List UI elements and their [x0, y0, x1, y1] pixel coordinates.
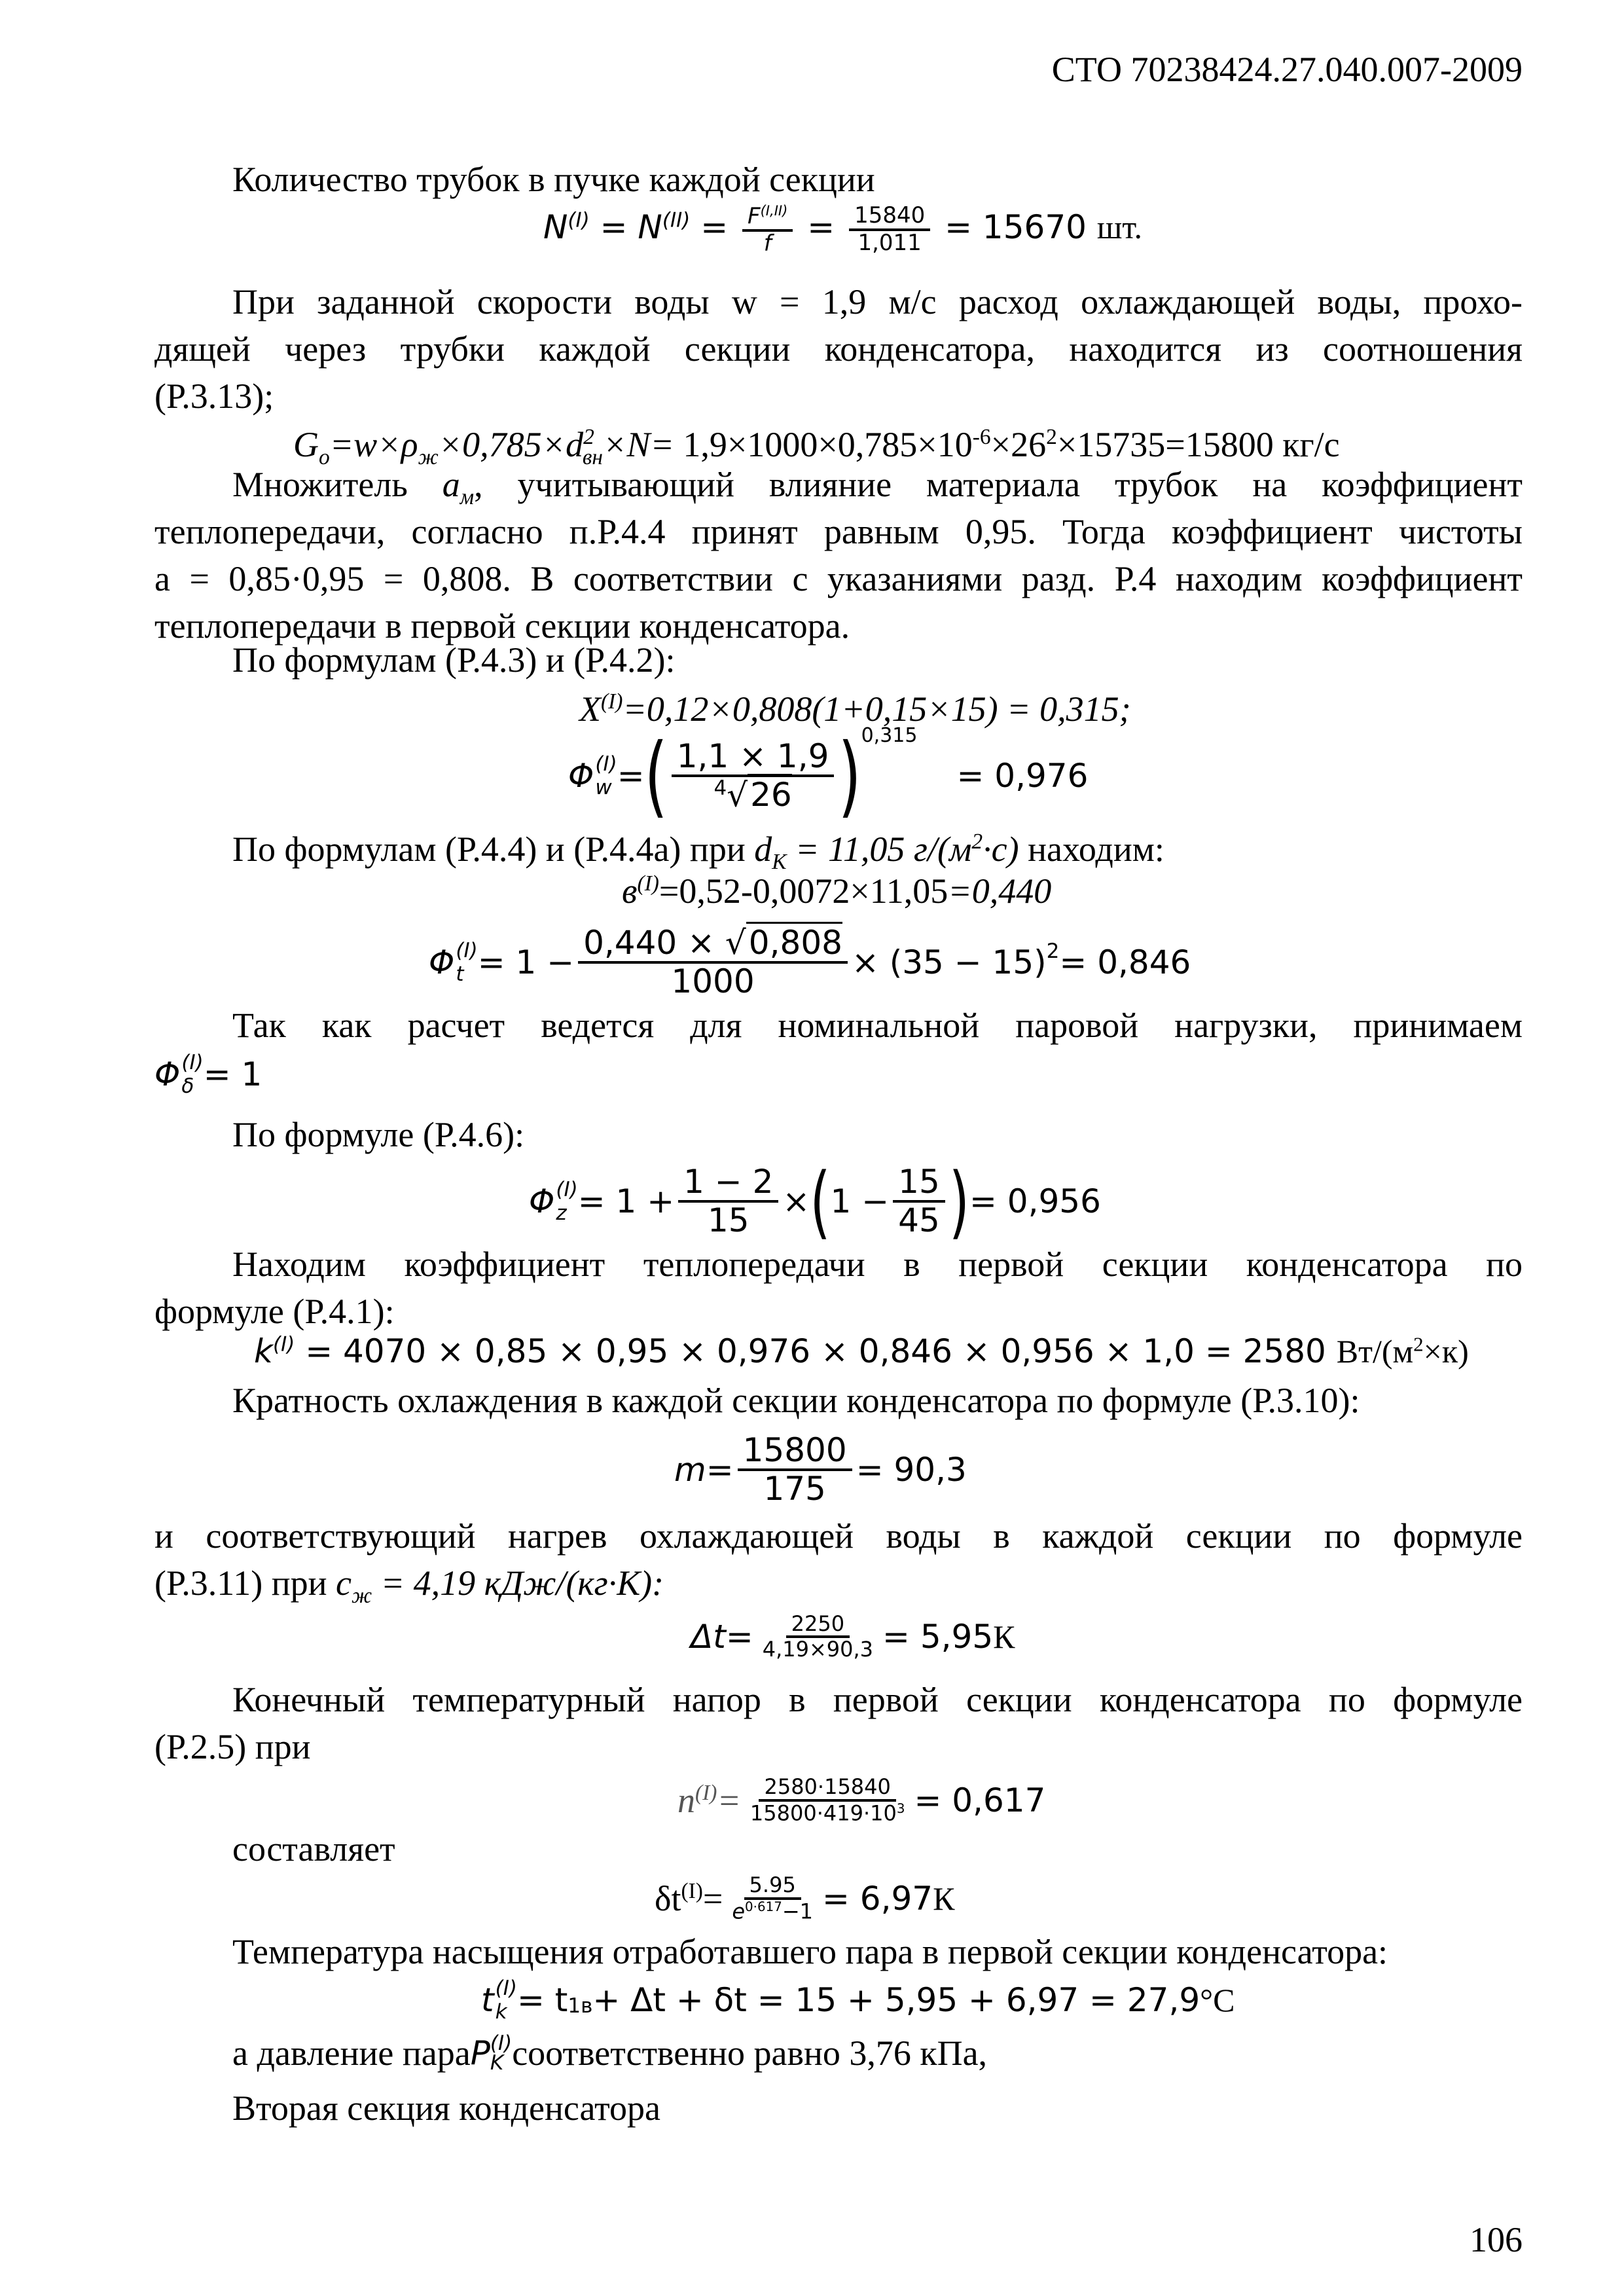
paragraph-pressure: а давление пара P (I) K соответственно равно 3,76 кПа, [232, 2032, 988, 2075]
paragraph-compose: составляет [232, 1829, 395, 1868]
paragraph-final-temp-line2: (Р.2.5) при [154, 1727, 311, 1766]
equation-b: $в^{(I)}=0,52-0,0072\times 11,05=0,440$ [622, 871, 1052, 911]
paragraph-water-speed-line2: дящей через трубки каждой секции конденсатора, находится из соотношения [154, 329, 1523, 369]
equation-phi-z: Φ (I) z = 1 + $\frac{1 - 2}{15}$ × ( 1 − $\frac{15}{45}$ ) = 0,956 [529, 1156, 1101, 1247]
paragraph-second-section: Вторая секция конденсатора [232, 2088, 660, 2128]
equation-m: m = $\frac{15800}{175}$ = 90,3 [674, 1431, 967, 1508]
equation-delta-t: Δt = $\frac{2250}{4,19\times 90,3}$ = 5,95 К [691, 1611, 1015, 1662]
paragraph-find-k-line1: Находим коэффициент теплопередачи в первой секции конденсатора по [232, 1245, 1523, 1284]
paragraph-water-speed-line1: При заданной скорости воды w = 1,9 м/с расход охлаждающей воды, прохо- [232, 282, 1523, 321]
paragraph-heating-line1: и соответствующий нагрев охлаждающей воды в каждой секции по формуле [154, 1516, 1523, 1556]
equation-x: $X^{(I)}=0,12\times 0,808(1+0,15\times 15) = 0,315$; [579, 689, 1131, 729]
paragraph-formulas-44: По формулам (Р.4.4) и (Р.4.4а) при $d_К = 11,05$ $г/(м^2\cdot с)$ находим: [232, 829, 1164, 874]
paragraph-tube-count: Количество трубок в пучке каждой секции [232, 160, 875, 199]
equation-k: $k^{(I)} = 4070 \times 0,85 \times 0,95 \times 0,976 \times 0,846 \times 0,956 \times 1,0 = 2580$ $Вт/(м^2\times к)$ [254, 1332, 1469, 1370]
paragraph-nominal-load: Так как расчет ведется для номинальной паровой нагрузки, принимаем [232, 1006, 1523, 1045]
paragraph-formulas-43-42: По формулам (Р.4.3) и (Р.4.2): [232, 640, 676, 680]
paragraph-find-k-line2: формуле (Р.4.1): [154, 1292, 395, 1331]
equation-phi-delta: Φ (I) δ = 1 [154, 1051, 262, 1098]
paragraph-water-speed-line3: (Р.3.13); [154, 376, 274, 416]
equation-phi-t: Φ (I) t = 1 − $\frac{0,440 \times √0,808}{1000}$ × (35 − 15) 2 = 0,846 [429, 913, 1191, 1011]
equation-water-flow: $G_o=w\times\rho_ж\times 0,785\times d^2_{вн}\times N= 1,9\times 1000\times 0,785\times 10^{-6}\times 26^2\times 15735=15800$ кг/с [293, 425, 1340, 469]
paragraph-heating-line2: (Р.3.11) при $с_ж = 4,19$ кДж/(кг·К): [154, 1563, 664, 1608]
equation-small-delta-t: $\delta t^{(I)}=$ $\frac{5.95}{e^{0\cdot 617}-1}$ = 6,97 К [655, 1872, 955, 1924]
document-code: СТО 70238424.27.040.007-2009 [1051, 50, 1523, 89]
equation-n: $n^{(I)}=$ $\frac{2580\cdot 15840}{15800\cdot 419\cdot 10^3}$ = 0,617 [677, 1774, 1046, 1826]
equation-phi-w: Φ (I) w = ( $\frac{1,1 \times 1,9}{^4√26}$ ) 0,315 = 0,976 [568, 724, 1089, 828]
paragraph-formula-46: По формуле (Р.4.6): [232, 1115, 525, 1154]
equation-tk: t (I) k = t 1в + Δt + δt = 15 + 5,95 + 6,97 = 27,9 °С [481, 1977, 1235, 2024]
paragraph-cooling-ratio: Кратность охлаждения в каждой секции конденсатора по формуле (Р.3.10): [232, 1381, 1360, 1420]
equation-tube-count: $N^{(I)} = N^{(II)}$ = $\frac{F^{(I,II)}}{f}$ = $\frac{15840}{1,011}$ = 15670 шт. [543, 202, 1142, 257]
paragraph-multiplier-line4: теплопередачи в первой секции конденсатора. [154, 606, 850, 646]
paragraph-multiplier-line3: а = 0,85·0,95 = 0,808. В соответствии с указаниями разд. Р.4 находим коэффициент [154, 559, 1523, 598]
paragraph-multiplier-line1: Множитель $а_м$, учитывающий влияние материала трубок на коэффициент [232, 465, 1523, 509]
page-number: 106 [1470, 2220, 1523, 2259]
paragraph-final-temp-line1: Конечный температурный напор в первой секции конденсатора по формуле [232, 1680, 1523, 1719]
paragraph-multiplier-line2: теплопередачи, согласно п.Р.4.4 принят равным 0,95. Тогда коэффициент чистоты [154, 512, 1523, 551]
paragraph-saturation-temp: Температура насыщения отработавшего пара в первой секции конденсатора: [232, 1932, 1388, 1971]
